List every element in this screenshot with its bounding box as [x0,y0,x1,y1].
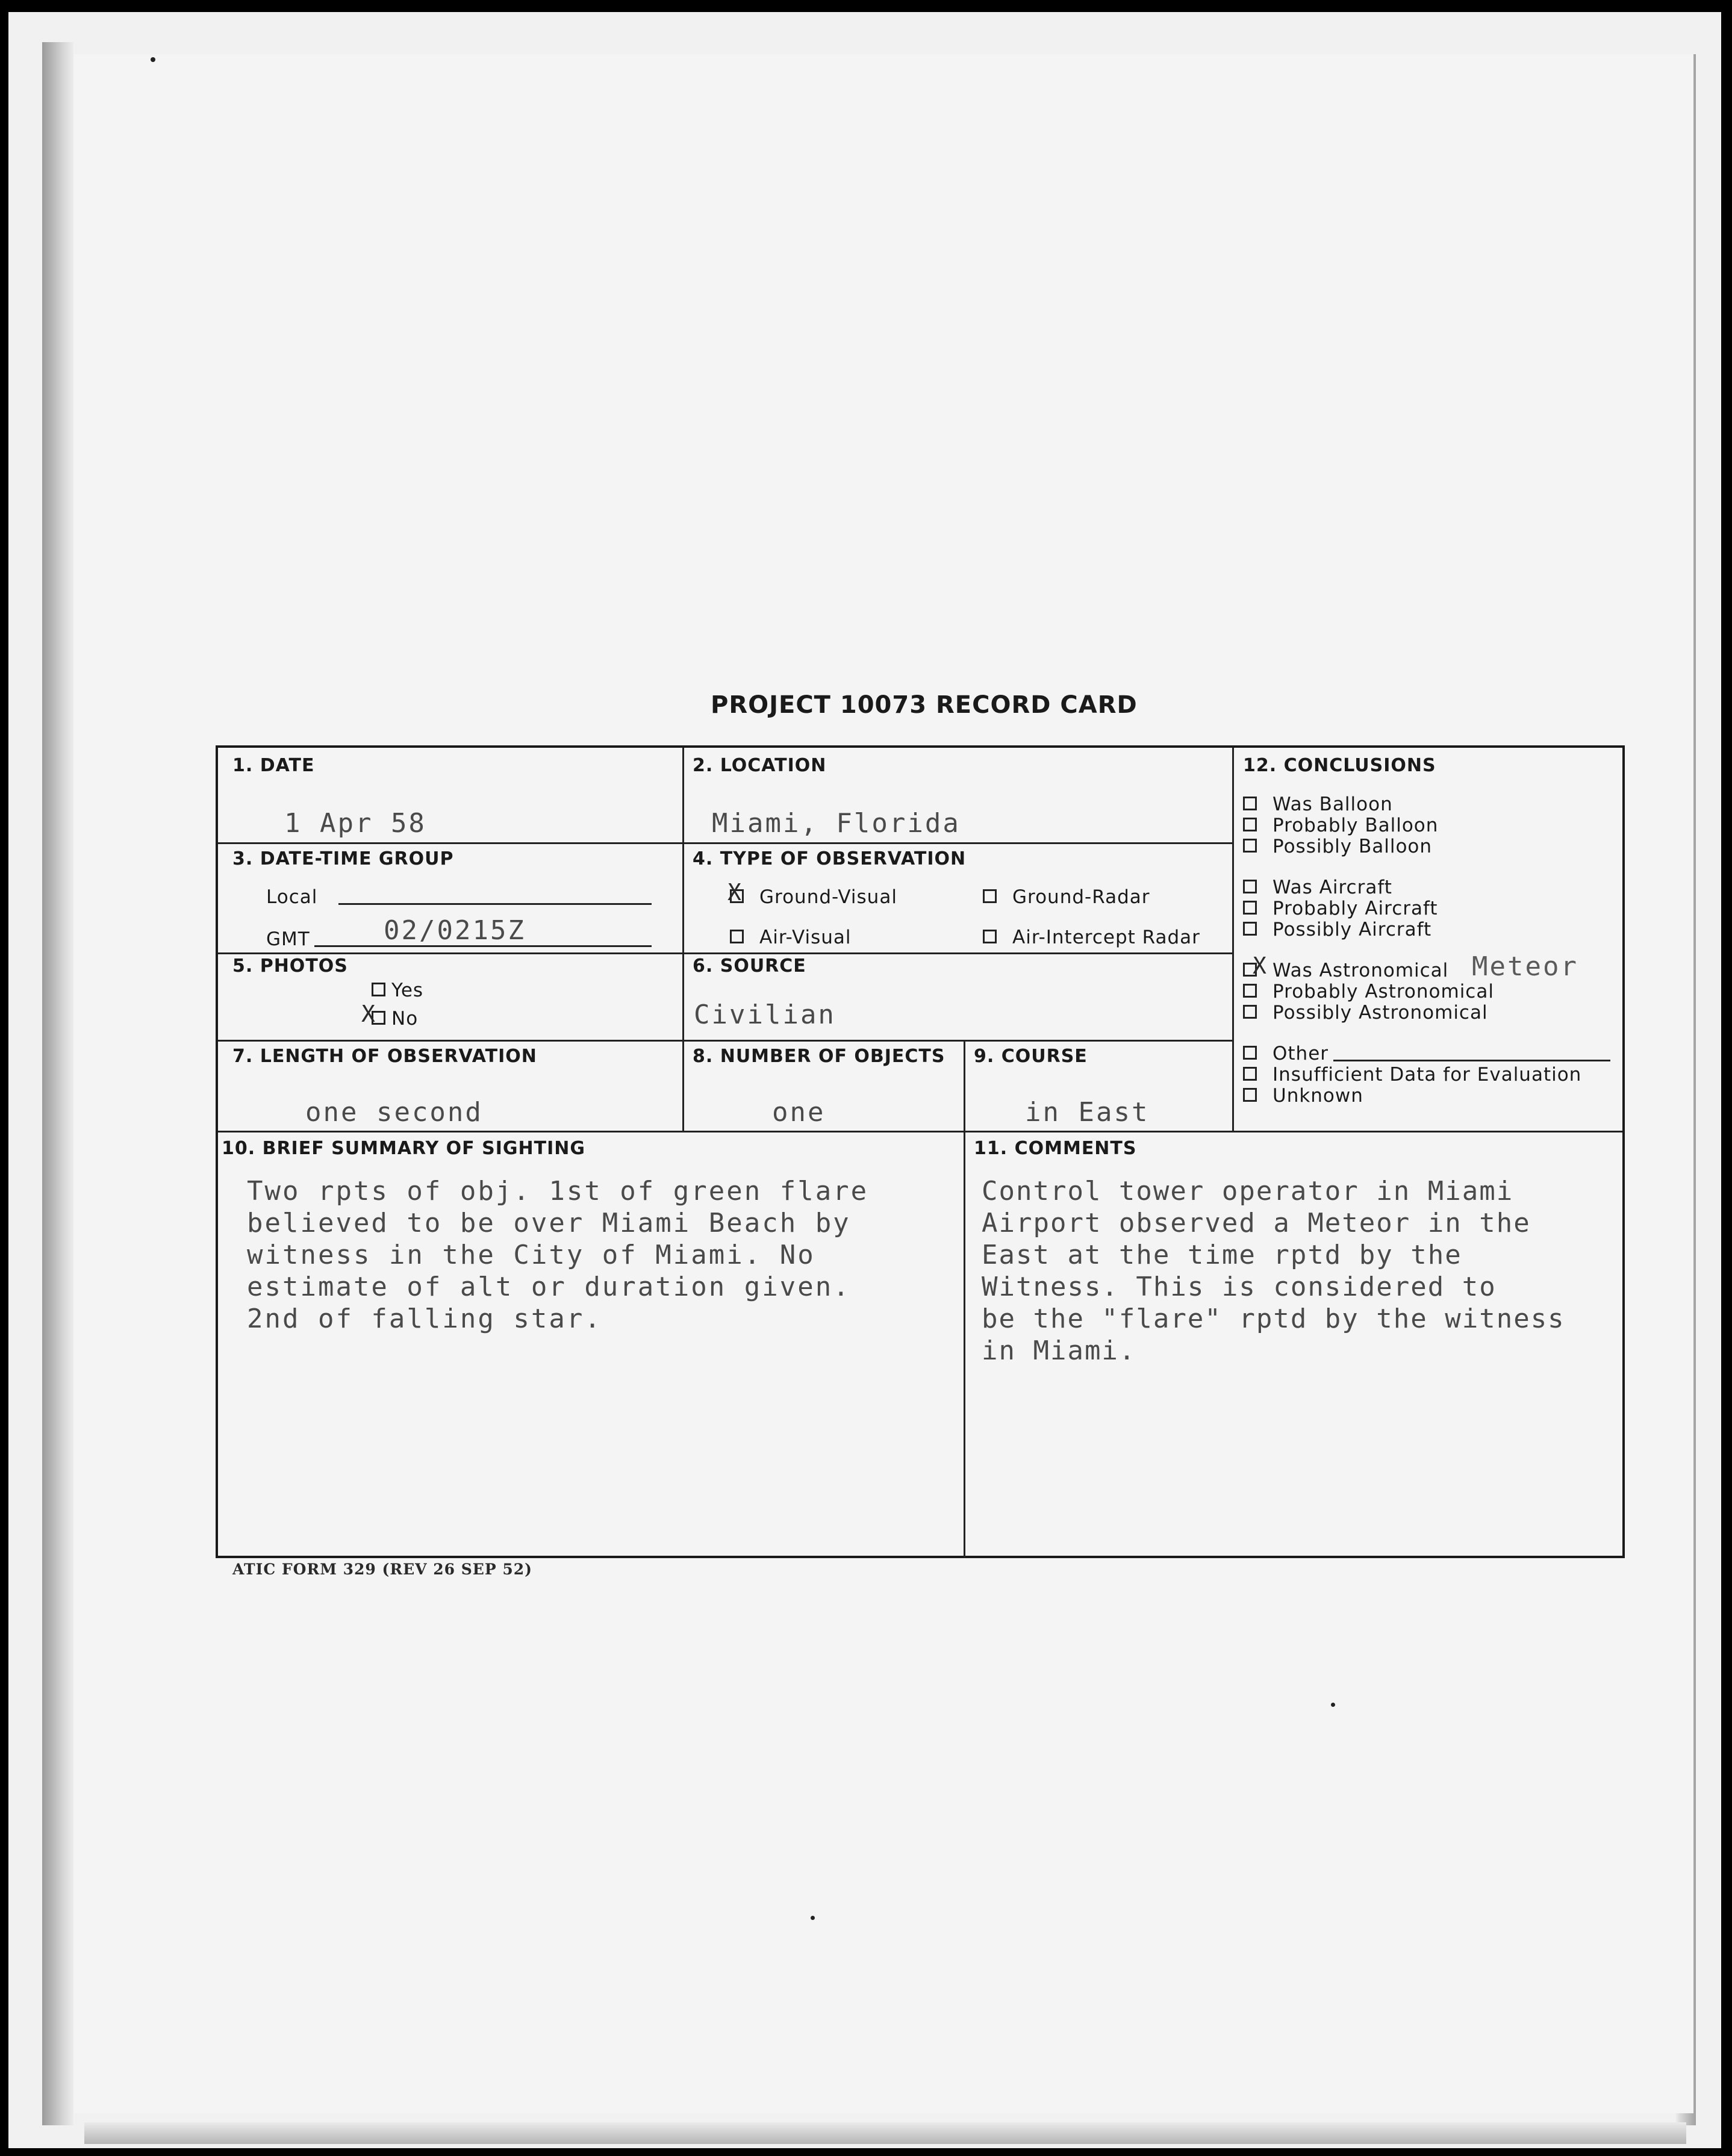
photos-label: 5. PHOTOS [232,955,348,977]
checkbox-icon [1243,839,1257,853]
type-air-visual: Air-Visual [759,927,852,948]
checkbox-icon [983,889,997,903]
local-label: Local [266,886,318,908]
card-title: PROJECT 10073 RECORD CARD [711,691,1138,719]
location-value: Miami, Florida [712,808,961,839]
dust-speck [811,1916,815,1920]
conclusion-label: Insufficient Data for Evaluation [1273,1064,1582,1086]
conclusion-label: Possibly Balloon [1273,836,1433,857]
type-ground-visual: Ground-Visual [759,886,897,908]
conclusion-item [1243,981,1494,1002]
checkbox-icon [1243,797,1257,810]
type-ground-radar: Ground-Radar [1012,886,1150,908]
rule [1232,748,1234,1131]
source-label: 6. SOURCE [693,955,806,977]
photos-no [372,1008,418,1030]
checkbox-icon [1243,901,1257,915]
conclusion-label: Other [1273,1043,1329,1064]
conclusion-item [1243,1085,1363,1107]
astronomical-mark: X [1253,952,1268,979]
rule [218,842,1233,844]
dtg-label: 3. DATE-TIME GROUP [232,848,454,869]
conclusion-item [1243,1043,1329,1064]
conclusion-label: Was Aircraft [1273,877,1392,898]
checkbox-icon [983,930,997,943]
astronomical-note: Meteor [1472,951,1578,982]
type-air-intercept-radar: Air-Intercept Radar [1012,927,1200,948]
conclusion-item [1243,836,1432,857]
conclusion-item [1243,898,1438,919]
type-option [730,886,897,908]
checkbox-icon [730,930,744,943]
other-line [1333,1060,1610,1061]
number-label: 8. NUMBER OF OBJECTS [693,1046,945,1067]
type-label: 4. TYPE OF OBSERVATION [693,848,967,869]
comments-text: Control tower operator in Miami Airport observed a Meteor in the East at the time rptd by the Witness. This is considered to be the "flare" rptd by the witness in Miami. [982,1176,1565,1366]
type-option [730,927,852,948]
dust-speck [1331,1703,1335,1707]
film-edge-bottom [84,2122,1686,2144]
checkbox-icon [1243,1067,1257,1081]
rule [964,1040,965,1558]
conclusion-label: Probably Aircraft [1273,898,1438,919]
number-value: one [772,1097,826,1128]
course-label: 9. COURSE [974,1046,1088,1067]
conclusion-item [1243,877,1392,898]
photos-no-label: No [391,1008,419,1030]
form-footer: ATIC FORM 329 (REV 26 SEP 52) [232,1561,532,1578]
photos-no-mark: X [361,1001,377,1027]
gmt-label: GMT [266,928,310,950]
conclusion-label: Unknown [1273,1085,1363,1107]
summary-text: Two rpts of obj. 1st of green flare believed to be over Miami Beach by witness in the City of Miami. No estimate of alt or duration given. 2nd of falling star. [247,1176,869,1334]
checkbox-icon [1243,984,1257,998]
conclusion-label: Was Balloon [1273,794,1393,815]
conclusion-label: Was Astronomical [1273,960,1449,981]
conclusion-label: Possibly Aircraft [1273,919,1432,940]
length-label: 7. LENGTH OF OBSERVATION [232,1046,537,1067]
course-value: in East [1025,1097,1150,1128]
rule [682,748,684,1131]
conclusion-label: Possibly Astronomical [1273,1002,1488,1024]
photos-yes [372,980,423,1001]
checkbox-icon [1243,1046,1257,1060]
length-value: one second [305,1097,483,1128]
checkbox-icon [1243,818,1257,831]
conclusion-item [1243,1064,1581,1086]
date-value: 1 Apr 58 [284,808,426,839]
checkbox-icon [1243,1088,1257,1102]
source-value: Civilian [694,999,836,1030]
type-option [983,886,1150,908]
summary-label: 10. BRIEF SUMMARY OF SIGHTING [222,1138,585,1159]
conclusion-item [1243,960,1448,981]
type-option [983,927,1200,948]
dust-speck [151,57,155,62]
ground-visual-mark: X [727,879,743,906]
conclusion-item [1243,794,1393,815]
conclusion-item [1243,1002,1488,1024]
comments-label: 11. COMMENTS [974,1138,1137,1159]
rule [218,1131,1622,1132]
conclusion-label: Probably Balloon [1273,815,1439,836]
conclusion-item [1243,815,1438,836]
conclusion-item [1243,919,1431,940]
rule [218,952,1233,954]
checkbox-icon [1243,1005,1257,1019]
rule [218,1040,1233,1042]
film-edge-left [42,42,73,2125]
checkbox-icon [1243,880,1257,893]
conclusion-label: Probably Astronomical [1273,981,1494,1002]
record-card [216,745,1625,1558]
local-line [338,903,652,905]
conclusions-label: 12. CONCLUSIONS [1243,755,1436,776]
date-label: 1. DATE [232,755,315,776]
checkbox-icon [1243,922,1257,936]
photos-yes-label: Yes [391,980,424,1001]
gmt-value: 02/0215Z [384,915,526,946]
location-label: 2. LOCATION [693,755,827,776]
checkbox-icon [372,983,385,996]
